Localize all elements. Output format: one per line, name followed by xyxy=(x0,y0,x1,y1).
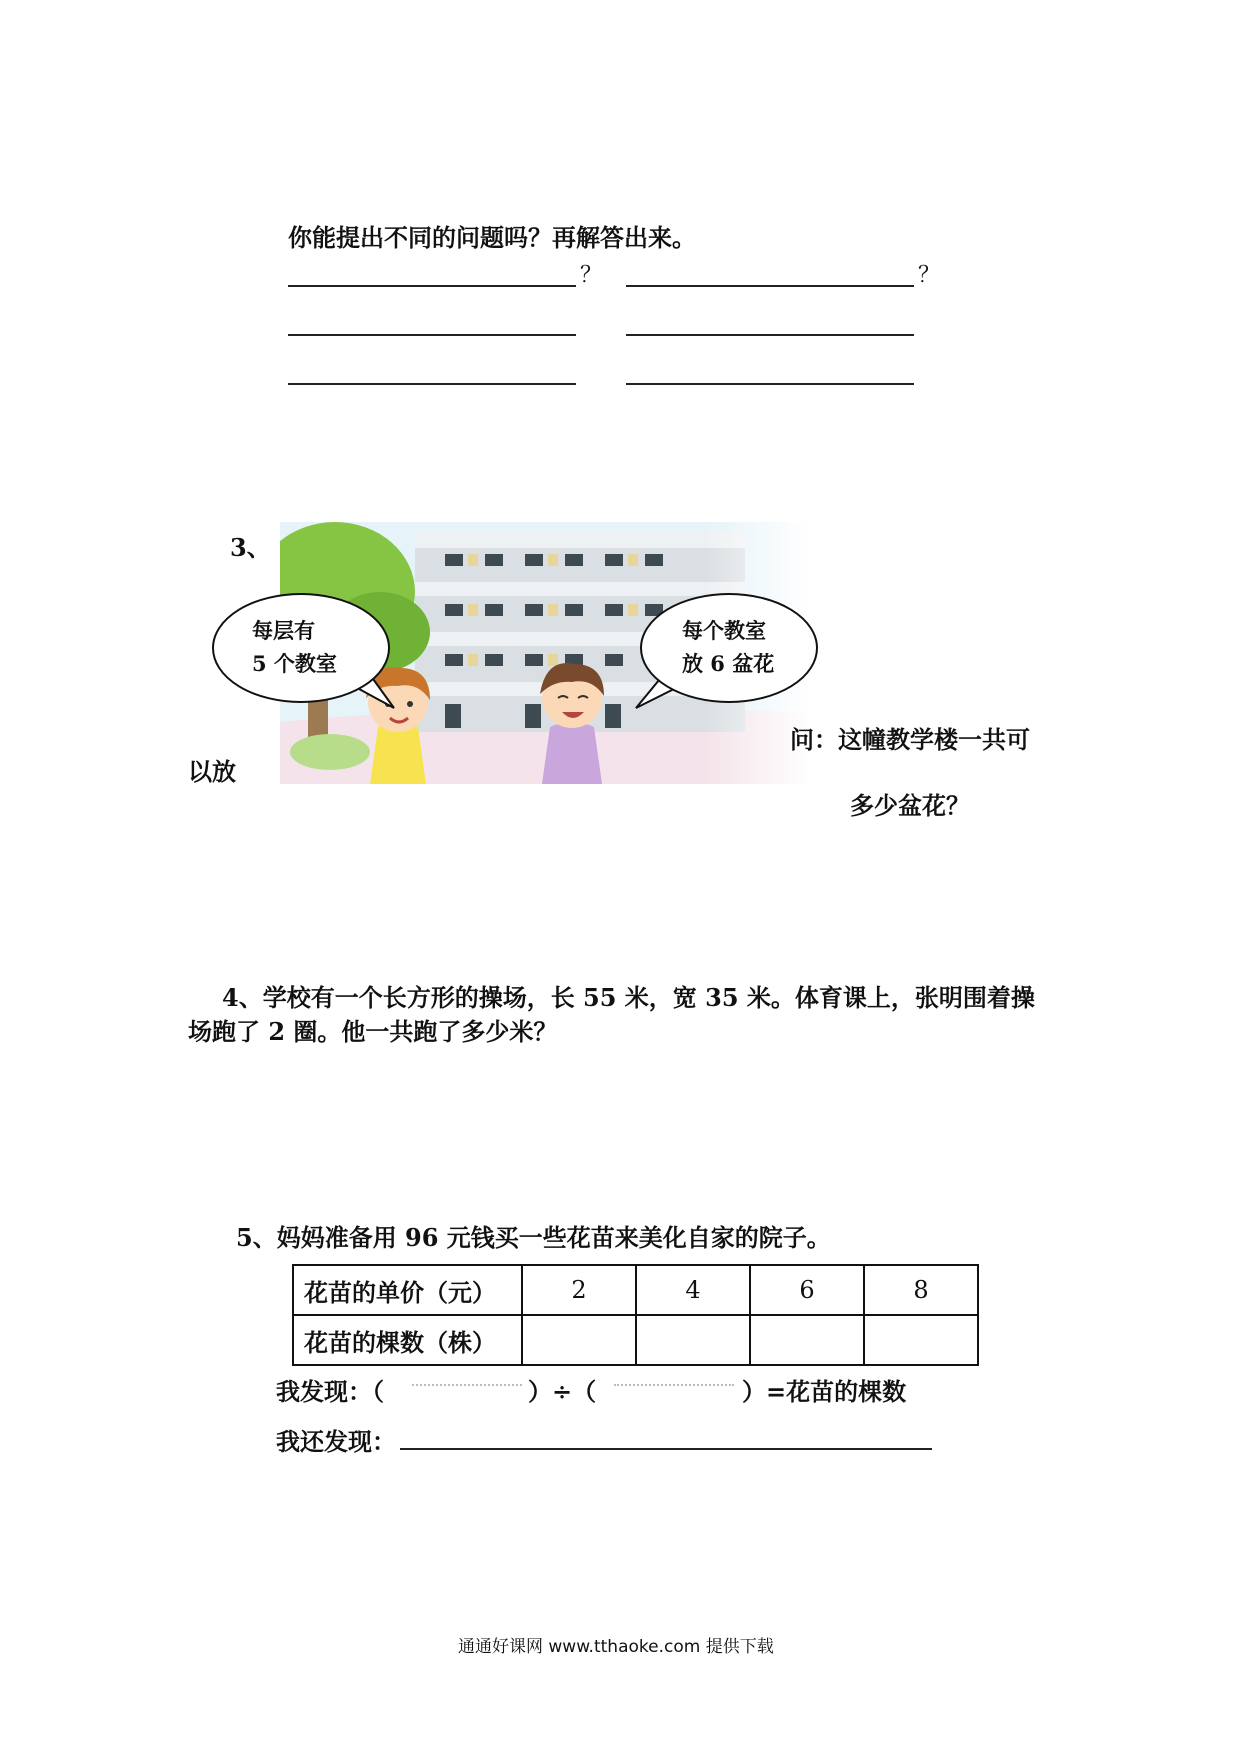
answer-line-5[interactable] xyxy=(288,383,576,385)
answer-line-4[interactable] xyxy=(626,334,914,336)
count-cell[interactable] xyxy=(750,1315,864,1365)
table-row xyxy=(293,1315,978,1365)
row-header-price: 花苗的单价（元） xyxy=(293,1265,522,1315)
answer-line-2[interactable] xyxy=(626,285,914,287)
row-header-count: 花苗的棵数（株） xyxy=(293,1315,522,1365)
footer-text: 通通好课网 www.tthaoke.com 提供下载 xyxy=(458,1637,774,1657)
discover-mid: ）÷（ xyxy=(528,1377,597,1406)
discover-blank-1[interactable] xyxy=(412,1384,522,1386)
price-cell: 6 xyxy=(750,1265,864,1315)
bubble-right-line2: 放 6 盆花 xyxy=(682,651,775,676)
q5-prompt: 5、妈妈准备用 96 元钱买一些花苗来美化自家的院子。 xyxy=(236,1223,831,1252)
count-cell[interactable] xyxy=(864,1315,978,1365)
q4-line1: 4、学校有一个长方形的操场，长 55 米，宽 35 米。体育课上，张明围着操 xyxy=(222,983,1035,1012)
price-cell: 8 xyxy=(864,1265,978,1315)
bubble-left-line1: 每层有 xyxy=(252,618,315,643)
q2-prompt: 你能提出不同的问题吗？再解答出来。 xyxy=(288,223,696,252)
discover-blank-2[interactable] xyxy=(614,1384,734,1386)
q3-question-part2: 以放 xyxy=(188,757,236,786)
q4-line2: 场跑了 2 圈。他一共跑了多少米？ xyxy=(188,1017,558,1046)
bubble-left-line2: 5 个教室 xyxy=(252,651,337,676)
price-cell: 2 xyxy=(522,1265,636,1315)
answer-qmark-left: ？ xyxy=(580,263,603,288)
table-row xyxy=(293,1265,978,1315)
price-cell: 4 xyxy=(636,1265,750,1315)
answer-qmark-right: ？ xyxy=(918,263,941,288)
answer-line-1[interactable] xyxy=(288,285,576,287)
bubble-right-line1: 每个教室 xyxy=(682,618,766,643)
q3-number: 3、 xyxy=(230,533,271,562)
flower-price-table xyxy=(292,1264,979,1366)
count-cell[interactable] xyxy=(522,1315,636,1365)
discover2-answer-line[interactable] xyxy=(400,1448,932,1450)
count-cell[interactable] xyxy=(636,1315,750,1365)
answer-line-3[interactable] xyxy=(288,334,576,336)
answer-line-6[interactable] xyxy=(626,383,914,385)
q3-question-part1: 问：这幢教学楼一共可 xyxy=(790,725,1030,754)
discover2-label: 我还发现： xyxy=(276,1427,396,1456)
q3-question-part3: 多少盆花？ xyxy=(850,791,970,820)
discover-end: ）=花苗的棵数 xyxy=(742,1377,907,1406)
discover-label: 我发现：（ xyxy=(276,1377,384,1406)
